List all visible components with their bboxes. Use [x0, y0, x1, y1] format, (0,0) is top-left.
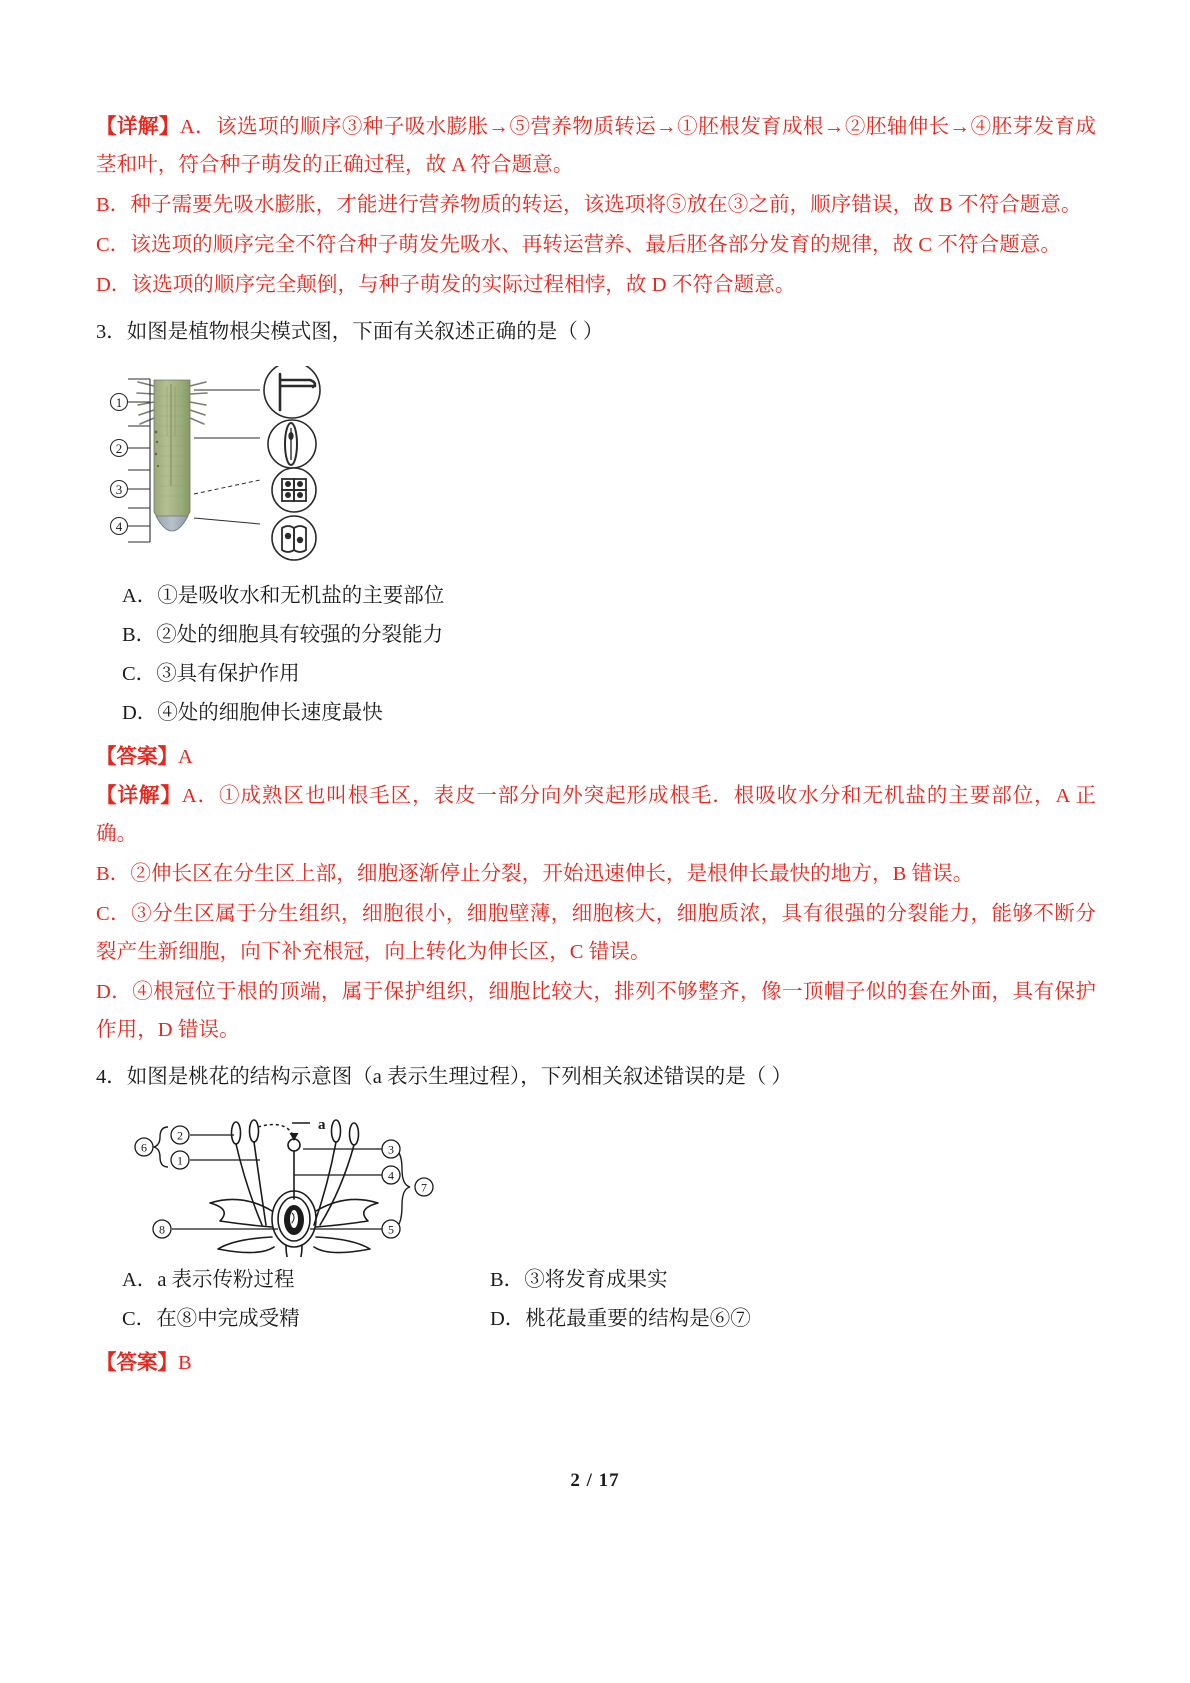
question-4-option-a[interactable] — [122, 1261, 490, 1300]
flower-label-6: 6 — [141, 1140, 147, 1155]
root-tip-diagram — [110, 366, 360, 571]
question-3-number: 3． — [96, 321, 127, 343]
question-3-explanation-d: D．④根冠位于根的顶端，属于保护组织，细胞比较大，排列不够整齐，像一顶帽子似的套在外面，具有保护作用，D 错误。 — [96, 981, 1096, 1041]
question-4-option-b[interactable] — [490, 1261, 890, 1300]
option-c-label: C． — [122, 663, 157, 685]
explanation-a-text: A．①成熟区也叫根毛区，表皮一部分向外突起形成根毛．根吸收水分和无机盐的主要部位，A 正确。 — [96, 785, 1097, 845]
question-4-stem-text: 如图是桃花的结构示意图（a 表示生理过程），下列相关叙述错误的是（ ） — [126, 1066, 792, 1088]
option-a-text: a 表示传粉过程 — [157, 1269, 295, 1291]
question-4-stem — [96, 1057, 1096, 1097]
question-3-explanation-c: C．③分生区属于分生组织，细胞很小，细胞壁薄，细胞核大，细胞质浓，具有很强的分裂能力，能够不断分裂产生新细胞，向下补充根冠，向上转化为伸长区，C 错误。 — [96, 903, 1096, 963]
flower-label-8: 8 — [159, 1222, 165, 1237]
option-c-text: ③具有保护作用 — [156, 663, 300, 685]
answer-tag: 【答案】 — [96, 1352, 178, 1374]
question-3-stem — [96, 312, 1096, 352]
explanation-tag: 【详解】 — [96, 116, 180, 138]
question-3-option-b[interactable] — [96, 616, 1096, 655]
flower-label-7: 7 — [421, 1180, 427, 1195]
q2-explanation-line-c: C．该选项的顺序完全不符合种子萌发先吸水、再转运营养、最后胚各部分发育的规律，故 C 不符合题意。 — [96, 234, 1061, 256]
q2-explanation-line-d: D．该选项的顺序完全颠倒，与种子萌发的实际过程相悖，故 D 不符合题意。 — [96, 274, 796, 296]
option-d-label: D． — [122, 702, 158, 724]
explanation-tag: 【详解】 — [96, 785, 182, 807]
question-3-explanation-a — [96, 777, 1096, 853]
option-c-label: C． — [122, 1308, 157, 1330]
answer-value: A — [178, 746, 193, 768]
option-d-text: ④处的细胞伸长速度最快 — [157, 702, 383, 724]
page-content — [96, 108, 1096, 1383]
option-b-label: B． — [122, 624, 157, 646]
option-c-text: 在⑧中完成受精 — [156, 1308, 300, 1330]
question-4-answer — [96, 1343, 1096, 1383]
svg-text:1: 1 — [115, 395, 123, 410]
question-3-option-a[interactable] — [96, 577, 1096, 616]
option-a-text: ①是吸收水和无机盐的主要部位 — [157, 585, 445, 607]
answer-tag: 【答案】 — [96, 746, 178, 768]
question-3-option-d[interactable] — [96, 694, 1096, 733]
question-4-option-d[interactable] — [490, 1300, 890, 1339]
flower-label-2: 2 — [177, 1128, 183, 1143]
question-3-option-c[interactable] — [96, 655, 1096, 694]
svg-text:4: 4 — [115, 519, 123, 534]
page-number: 2 / 17 — [570, 1470, 620, 1491]
option-a-label: A． — [122, 1269, 158, 1291]
option-b-label: B． — [490, 1269, 525, 1291]
question-3-stem-text: 如图是植物根尖模式图，下面有关叙述正确的是（ ） — [126, 321, 604, 343]
peach-flower-diagram — [114, 1107, 444, 1257]
option-d-text: 桃花最重要的结构是⑥⑦ — [525, 1308, 751, 1330]
question-4-options-row-2 — [96, 1300, 1096, 1339]
question-3-explanation-b: B．②伸长区在分生区上部，细胞逐渐停止分裂，开始迅速伸长，是根伸长最快的地方，B 错误。 — [96, 863, 974, 885]
option-d-label: D． — [490, 1308, 526, 1330]
flower-label-5: 5 — [388, 1222, 394, 1237]
flower-label-1: 1 — [177, 1153, 183, 1168]
question-4-number: 4． — [96, 1066, 127, 1088]
flower-label-4: 4 — [388, 1168, 394, 1183]
question-4-option-c[interactable] — [122, 1300, 490, 1339]
q2-explanation-line-a — [96, 108, 1096, 184]
svg-text:2: 2 — [115, 441, 123, 456]
option-a-label: A． — [122, 585, 158, 607]
answer-value: B — [178, 1352, 192, 1374]
option-b-text: ②处的细胞具有较强的分裂能力 — [156, 624, 444, 646]
q2-explanation-line-b: B．种子需要先吸水膨胀，才能进行营养物质的转运，该选项将⑤放在③之前，顺序错误，故 B 不符合题意。 — [96, 194, 1082, 216]
question-3-answer — [96, 737, 1096, 777]
svg-text:3: 3 — [115, 482, 123, 497]
flower-label-3: 3 — [388, 1142, 394, 1157]
option-b-text: ③将发育成果实 — [524, 1269, 668, 1291]
q2-explanation-a-text: A．该选项的顺序③种子吸水膨胀→⑤营养物质转运→①胚根发育成根→②胚轴伸长→④胚芽发育成茎和叶，符合种子萌发的正确过程，故 A 符合题意。 — [96, 116, 1096, 176]
question-4-options-row-1 — [96, 1261, 1096, 1300]
process-label-a: a — [318, 1117, 326, 1133]
